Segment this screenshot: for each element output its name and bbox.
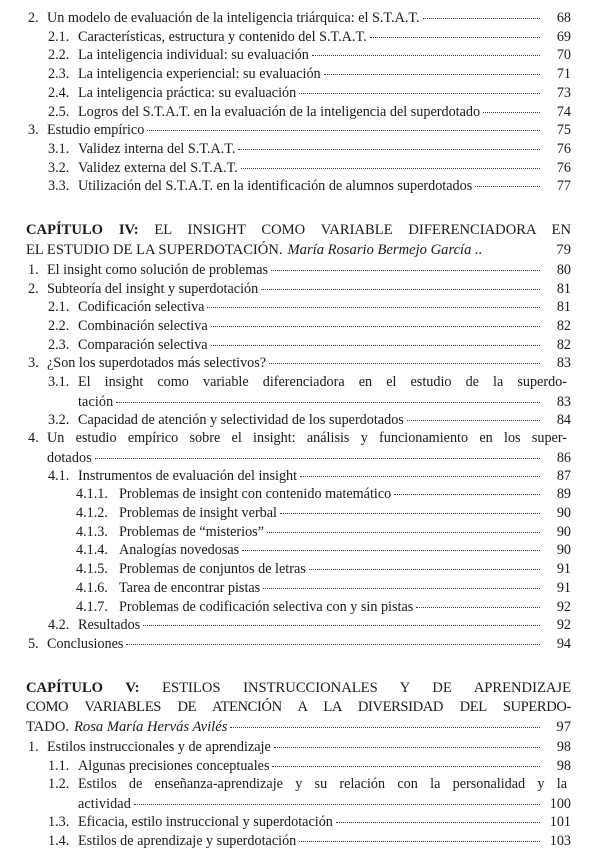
- entry-title: Problemas de insight verbal: [119, 505, 278, 521]
- entry-number: 3.2.: [48, 160, 70, 176]
- toc-entry: [76, 578, 571, 598]
- chapter-title: COMO VARIABLES DE ATENCIÓN A LA DIVERSIDAD DEL SUPERDO-: [26, 699, 571, 715]
- entry-title: Analogías novedosas: [119, 542, 240, 558]
- entry-page: 68: [556, 10, 571, 26]
- dot-leader: [312, 55, 540, 56]
- entry-title: El insight como variable diferenciadora en el estudio de la superdo-: [78, 374, 567, 390]
- entry-page: 90: [556, 524, 571, 540]
- dot-leader: [211, 326, 540, 327]
- entry-title: La inteligencia práctica: su evaluación: [78, 85, 297, 101]
- dot-leader: [423, 18, 540, 19]
- toc-entry-continued: [47, 448, 571, 468]
- dot-leader: [267, 532, 540, 533]
- chapter-page: 79: [556, 242, 571, 258]
- toc-entry: [48, 372, 571, 392]
- entry-title: Subteoría del insight y superdotación: [47, 281, 259, 297]
- entry-title: Un modelo de evaluación de la inteligencia triárquica: el S.T.A.T.: [47, 10, 420, 26]
- dot-leader: [407, 420, 540, 421]
- entry-number: 1.2.: [48, 776, 70, 792]
- entry-number: 1.: [28, 739, 39, 755]
- entry-number: 2.4.: [48, 85, 70, 101]
- toc-entry: [76, 484, 571, 504]
- dot-leader: [269, 363, 540, 364]
- entry-title: Validez externa del S.T.A.T.: [78, 160, 238, 176]
- entry-page: 84: [556, 412, 571, 428]
- entry-title: Estudio empírico: [47, 122, 145, 138]
- entry-title: Problemas de conjuntos de letras: [119, 561, 306, 577]
- entry-number: 3.: [28, 355, 39, 371]
- dot-leader: [134, 804, 540, 805]
- entry-page: 89: [556, 486, 571, 502]
- toc-entry: [48, 176, 571, 196]
- entry-page: 83: [556, 355, 571, 371]
- toc-entry: [28, 353, 571, 373]
- entry-title: Un estudio empírico sobre el insight: análisis y funcionamiento en los super-: [47, 430, 567, 446]
- chapter-title-line: [26, 221, 571, 240]
- entry-title: Resultados: [78, 617, 141, 633]
- toc-entry: [28, 737, 571, 757]
- dot-leader: [300, 476, 540, 477]
- entry-page: 71: [556, 66, 571, 82]
- dot-leader: [207, 307, 540, 308]
- entry-number: 1.: [28, 262, 39, 278]
- entry-number: 1.3.: [48, 814, 70, 830]
- entry-number: 3.1.: [48, 374, 70, 390]
- toc-entry: [48, 45, 571, 65]
- chapter-author: María Rosario Bermejo García ..: [287, 242, 483, 258]
- dot-leader: [309, 569, 540, 570]
- toc-entry: [48, 756, 571, 776]
- dot-leader: [261, 289, 540, 290]
- chapter-title: EL INSIGHT COMO VARIABLE DIFERENCIADORA EN: [154, 222, 571, 238]
- entry-title: Estilos de enseñanza-aprendizaje y su relación con la personalidad y la: [78, 776, 567, 792]
- chapter-title: ESTILOS INSTRUCCIONALES Y DE APRENDIZAJE: [162, 680, 571, 696]
- entry-page: 82: [556, 318, 571, 334]
- entry-number: 4.: [28, 430, 39, 446]
- entry-number: 2.2.: [48, 47, 70, 63]
- toc-entry: [28, 8, 571, 28]
- toc-entry: [28, 279, 571, 299]
- entry-title: La inteligencia experiencial: su evaluación: [78, 66, 321, 82]
- entry-title: Problemas de codificación selectiva con y sin pistas: [119, 599, 414, 615]
- entry-page: 76: [556, 141, 571, 157]
- entry-page: 103: [549, 833, 571, 849]
- entry-title: Algunas precisiones conceptuales: [78, 758, 270, 774]
- entry-number: 1.1.: [48, 758, 70, 774]
- toc-entry-continued: [78, 794, 571, 814]
- entry-page: 87: [556, 468, 571, 484]
- entry-number: 2.3.: [48, 337, 70, 353]
- entry-number: 2.: [28, 281, 39, 297]
- toc-entry: [48, 158, 571, 178]
- entry-title: Combinación selectiva: [78, 318, 208, 334]
- toc-entry: [28, 428, 571, 448]
- entry-title: La inteligencia individual: su evaluación: [78, 47, 309, 63]
- entry-page: 75: [556, 122, 571, 138]
- toc-entry: [48, 316, 571, 336]
- entry-page: 70: [556, 47, 571, 63]
- entry-number: 3.1.: [48, 141, 70, 157]
- chapter-author: Rosa María Hervás Avilés: [74, 719, 228, 735]
- entry-page: 101: [549, 814, 571, 830]
- entry-page: 83: [556, 394, 571, 410]
- entry-page: 90: [556, 505, 571, 521]
- toc-entry: [48, 466, 571, 486]
- entry-number: 4.1.7.: [76, 599, 108, 615]
- dot-leader: [271, 270, 540, 271]
- toc-entry: [76, 522, 571, 542]
- entry-page: 92: [556, 599, 571, 615]
- entry-number: 2.1.: [48, 299, 70, 315]
- entry-number: 5.: [28, 636, 39, 652]
- dot-leader: [370, 37, 540, 38]
- toc-entry: [48, 615, 571, 635]
- entry-page: 77: [556, 178, 571, 194]
- chapter-title-line: [26, 240, 571, 260]
- toc-entry: [48, 102, 571, 122]
- entry-page: 91: [556, 580, 571, 596]
- entry-title: Estilos instruccionales y de aprendizaje: [47, 739, 271, 755]
- dot-leader: [116, 402, 540, 403]
- dot-leader: [147, 130, 540, 131]
- dot-leader: [299, 841, 540, 842]
- entry-page: 69: [556, 29, 571, 45]
- entry-number: 4.1.3.: [76, 524, 108, 540]
- entry-number: 4.1.4.: [76, 542, 108, 558]
- entry-page: 94: [556, 636, 571, 652]
- entry-number: 3.: [28, 122, 39, 138]
- chapter-title-line: [26, 698, 571, 717]
- entry-number: 4.1.5.: [76, 561, 108, 577]
- entry-title: Capacidad de atención y selectividad de los superdotados: [78, 412, 404, 428]
- entry-number: 4.2.: [48, 617, 70, 633]
- toc-entry: [48, 774, 571, 794]
- entry-title: Características, estructura y contenido del S.T.A.T.: [78, 29, 367, 45]
- dot-leader: [95, 458, 540, 459]
- entry-page: 100: [549, 796, 571, 812]
- entry-page: 80: [556, 262, 571, 278]
- entry-page: 98: [556, 739, 571, 755]
- entry-page: 92: [556, 617, 571, 633]
- entry-title: Estilos de aprendizaje y superdotación: [78, 833, 297, 849]
- entry-number: 4.1.2.: [76, 505, 108, 521]
- toc-entry: [48, 831, 571, 851]
- chapter-page: 97: [556, 719, 571, 735]
- chapter-title-line: [26, 679, 571, 698]
- entry-title-continued: dotados: [47, 450, 92, 466]
- entry-title: Codificación selectiva: [78, 299, 205, 315]
- dot-leader: [394, 494, 540, 495]
- entry-title-continued: tación: [78, 394, 114, 410]
- entry-page: 81: [556, 281, 571, 297]
- toc-entry: [76, 540, 571, 560]
- entry-title: Comparación selectiva: [78, 337, 208, 353]
- toc-entry: [48, 27, 571, 47]
- toc-entry: [48, 139, 571, 159]
- dot-leader: [483, 112, 540, 113]
- toc-entry: [48, 335, 571, 355]
- entry-page: 86: [556, 450, 571, 466]
- dot-leader: [416, 607, 540, 608]
- dot-leader: [263, 588, 540, 589]
- entry-number: 4.1.: [48, 468, 70, 484]
- entry-number: 2.5.: [48, 104, 70, 120]
- toc-entry-continued: [78, 392, 571, 412]
- dot-leader: [143, 625, 540, 626]
- entry-title: Logros del S.T.A.T. en la evaluación de la inteligencia del superdotado: [78, 104, 481, 120]
- chapter-title: EL ESTUDIO DE LA SUPERDOTACIÓN.: [26, 242, 283, 258]
- chapter-label: CAPÍTULO V:: [26, 680, 140, 696]
- entry-number: 2.: [28, 10, 39, 26]
- entry-title: Conclusiones: [47, 636, 124, 652]
- toc-entry: [76, 503, 571, 523]
- dot-leader: [336, 822, 540, 823]
- entry-title: ¿Son los superdotados más selectivos?: [47, 355, 267, 371]
- toc-entry: [48, 64, 571, 84]
- entry-title: Instrumentos de evaluación del insight: [78, 468, 298, 484]
- chapter-label: CAPÍTULO IV:: [26, 222, 139, 238]
- entry-number: 2.3.: [48, 66, 70, 82]
- entry-page: 81: [556, 299, 571, 315]
- entry-number: 4.1.1.: [76, 486, 108, 502]
- entry-page: 82: [556, 337, 571, 353]
- toc-entry: [48, 83, 571, 103]
- entry-page: 73: [556, 85, 571, 101]
- chapter-title-line: [26, 717, 571, 737]
- dot-leader: [230, 727, 540, 728]
- dot-leader: [242, 550, 540, 551]
- dot-leader: [280, 513, 540, 514]
- dot-leader: [299, 93, 540, 94]
- entry-number: 2.2.: [48, 318, 70, 334]
- dot-leader: [324, 74, 540, 75]
- dot-leader: [238, 149, 540, 150]
- toc-entry: [28, 120, 571, 140]
- entry-title: Problemas de “misterios”: [119, 524, 264, 540]
- entry-page: 98: [556, 758, 571, 774]
- toc-entry: [48, 297, 571, 317]
- dot-leader: [241, 168, 540, 169]
- dot-leader: [211, 345, 540, 346]
- toc-entry: [28, 260, 571, 280]
- entry-title: Utilización del S.T.A.T. en la identificación de alumnos superdotados: [78, 178, 473, 194]
- entry-page: 91: [556, 561, 571, 577]
- dot-leader: [272, 766, 540, 767]
- entry-number: 3.3.: [48, 178, 70, 194]
- entry-page: 90: [556, 542, 571, 558]
- entry-title: Problemas de insight con contenido matemático: [119, 486, 392, 502]
- entry-page: 74: [556, 104, 571, 120]
- entry-number: 3.2.: [48, 412, 70, 428]
- entry-page: 76: [556, 160, 571, 176]
- toc-entry: [28, 634, 571, 654]
- entry-title: Validez interna del S.T.A.T.: [78, 141, 236, 157]
- entry-number: 1.4.: [48, 833, 70, 849]
- entry-number: 4.1.6.: [76, 580, 108, 596]
- entry-title-continued: actividad: [78, 796, 131, 812]
- dot-leader: [274, 747, 540, 748]
- entry-title: El insight como solución de problemas: [47, 262, 269, 278]
- chapter-title: TADO.: [26, 719, 70, 735]
- entry-title: Eficacia, estilo instruccional y superdotación: [78, 814, 333, 830]
- entry-number: 2.1.: [48, 29, 70, 45]
- toc-entry: [76, 559, 571, 579]
- dot-leader: [475, 186, 540, 187]
- entry-title: Tarea de encontrar pistas: [119, 580, 261, 596]
- toc-entry: [48, 812, 571, 832]
- toc-entry: [76, 597, 571, 617]
- dot-leader: [126, 644, 540, 645]
- toc-entry: [48, 410, 571, 430]
